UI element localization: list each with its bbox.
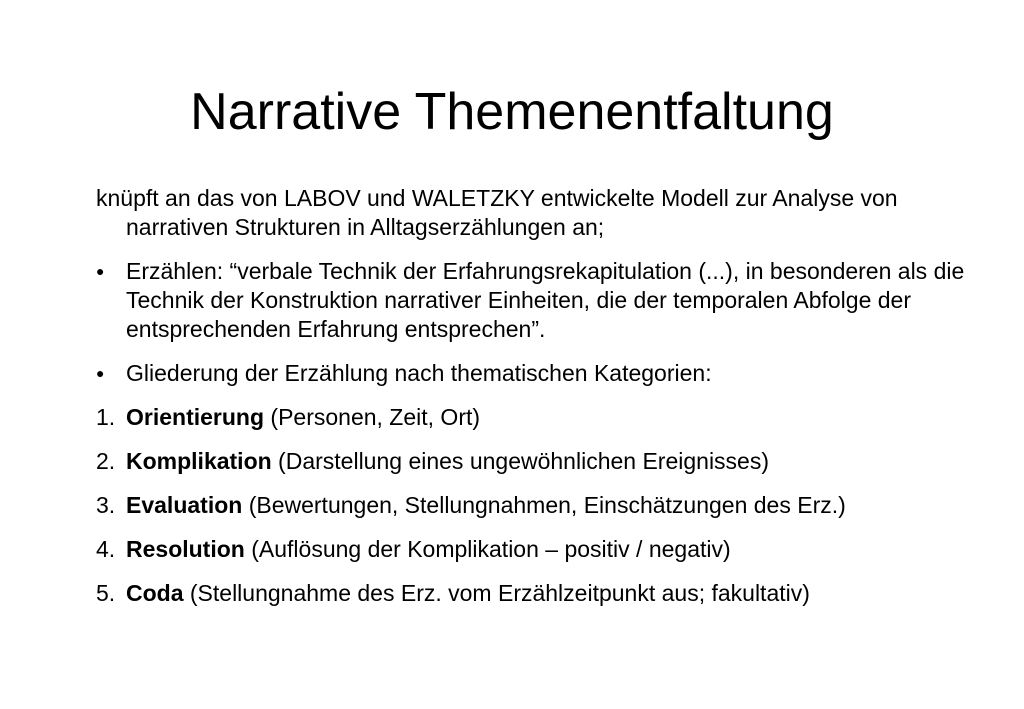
category-item-coda — [96, 579, 976, 608]
bullet-item — [96, 359, 976, 388]
bullet-text: Erzählen: “verbale Technik der Erfahrungsrekapitulation (...), in besonderen als die Technik der Konstruktion narrativer Einheiten, die der temporalen Abfolge der entsprechenden Erfahrung entsprechen”. — [126, 258, 965, 342]
category-description: (Personen, Zeit, Ort) — [264, 404, 481, 430]
category-term: Komplikation — [126, 448, 272, 474]
list-number: 3. — [96, 492, 116, 518]
category-description: (Bewertungen, Stellungnahmen, Einschätzungen des Erz.) — [242, 492, 846, 518]
category-description: (Darstellung eines ungewöhnlichen Ereignisses) — [271, 448, 770, 474]
bullet-item — [96, 257, 976, 344]
category-term: Resolution — [126, 536, 245, 562]
category-description: (Stellungnahme des Erz. vom Erzählzeitpunkt aus; fakultativ) — [183, 580, 810, 606]
list-number: 2. — [96, 448, 116, 474]
category-term: Evaluation — [126, 492, 243, 518]
category-item-resolution — [96, 535, 976, 564]
bullet-icon: ● — [96, 365, 105, 381]
bullet-text: Gliederung der Erzählung nach thematischen Kategorien: — [126, 360, 712, 386]
slide-title: Narrative Themenentfaltung — [190, 83, 834, 141]
category-term: Orientierung — [126, 404, 265, 430]
list-number: 1. — [96, 404, 116, 430]
category-item-komplikation — [96, 447, 976, 476]
category-description: (Auflösung der Komplikation – positiv / negativ) — [244, 536, 731, 562]
list-number: 5. — [96, 580, 116, 606]
bullet-icon: ● — [96, 263, 105, 279]
category-term: Coda — [126, 580, 184, 606]
list-number: 4. — [96, 536, 116, 562]
category-item-orientierung — [96, 403, 976, 432]
slide-content — [96, 184, 976, 623]
intro-paragraph: knüpft an das von LABOV und WALETZKY entwickelte Modell zur Analyse von narrativen Strukturen in Alltagserzählungen an; — [96, 185, 898, 240]
category-item-evaluation — [96, 491, 976, 520]
